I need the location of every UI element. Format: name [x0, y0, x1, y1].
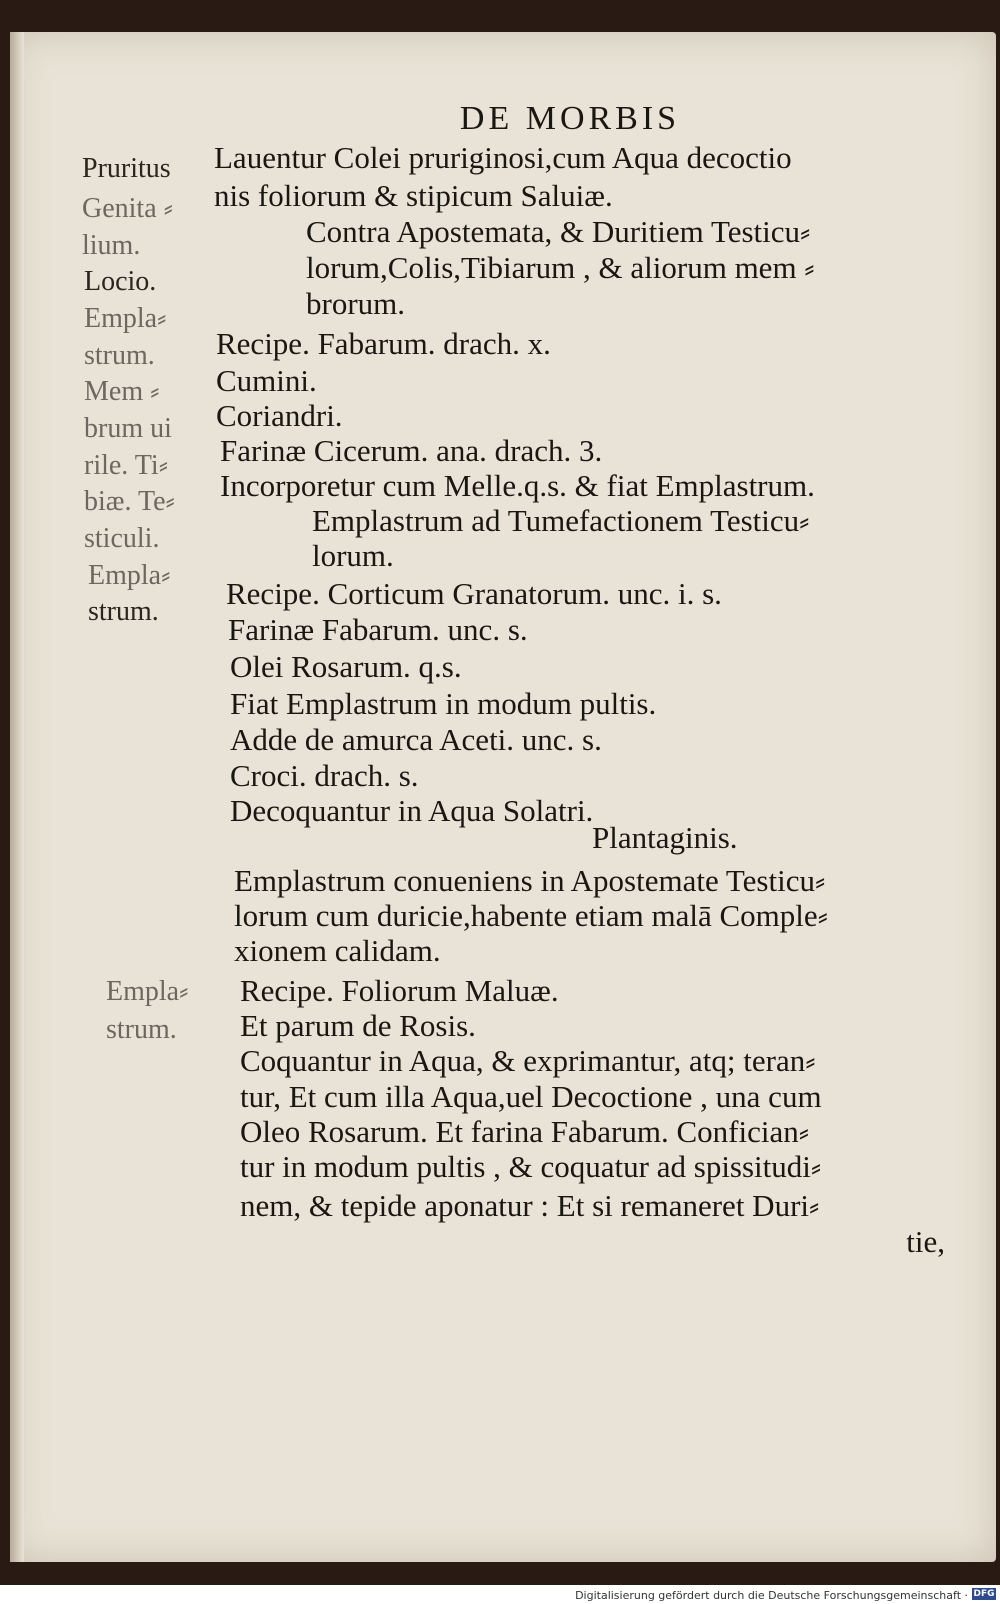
- footer-text: Digitalisierung gefördert durch die Deutsche Forschungsgemeinschaft ·: [575, 1589, 968, 1602]
- text-line: Contra Apostemata, & Duritiem Testicu⸗: [306, 214, 811, 249]
- text-line: Oleo Rosarum. Et farina Fabarum. Confician⸗: [240, 1114, 810, 1149]
- margin-note: strum.: [106, 1014, 177, 1045]
- text-line: Recipe. Fabarum. drach. x.: [216, 326, 551, 361]
- digitization-footer: [0, 1585, 1000, 1604]
- text-line: Adde de amurca Aceti. unc. s.: [230, 722, 602, 757]
- text-line: Fiat Emplastrum in modum pultis.: [230, 686, 657, 721]
- text-line: Coquantur in Aqua, & exprimantur, atq; teran⸗: [240, 1043, 816, 1078]
- margin-note: Mem ⸗: [84, 376, 160, 407]
- margin-note: lium.: [82, 230, 141, 261]
- text-line: Emplastrum ad Tumefactionem Testicu⸗: [312, 503, 810, 538]
- text-line: nem, & tepide aponatur : Et si remaneret Duri⸗: [240, 1188, 820, 1223]
- margin-note: strum.: [84, 340, 155, 371]
- text-line: lorum.: [312, 538, 394, 573]
- margin-note: rile. Ti⸗: [84, 450, 169, 481]
- text-line: xionem calidam.: [234, 933, 441, 968]
- text-line: Coriandri.: [216, 398, 343, 433]
- text-line: Lauentur Colei pruriginosi,cum Aqua decoctio: [214, 140, 792, 175]
- text-line: Emplastrum conueniens in Apostemate Testicu⸗: [234, 863, 826, 898]
- dfg-logo-icon: DFG: [973, 1589, 995, 1599]
- margin-note: sticuli.: [84, 523, 160, 554]
- text-line: Croci. drach. s.: [230, 758, 419, 793]
- text-line: Et parum de Rosis.: [240, 1008, 476, 1043]
- margin-note: Locio.: [84, 266, 157, 297]
- catchword: tie,: [906, 1224, 945, 1259]
- text-line: Farinæ Cicerum. ana. drach. 3.: [220, 433, 603, 468]
- text-line: Plantaginis.: [592, 820, 738, 855]
- margin-note: Empla⸗: [88, 560, 171, 591]
- text-line: Incorporetur cum Melle.q.s. & fiat Emplastrum.: [220, 468, 815, 503]
- margin-note: Pruritus: [82, 153, 171, 184]
- text-line: tur, Et cum illa Aqua,uel Decoctione , una cum: [240, 1079, 822, 1114]
- text-line: Farinæ Fabarum. unc. s.: [228, 612, 528, 647]
- margin-note: biæ. Te⸗: [84, 486, 175, 517]
- running-head: DE MORBIS: [459, 100, 681, 137]
- margin-note: Empla⸗: [106, 976, 189, 1007]
- text-line: Recipe. Foliorum Maluæ.: [240, 973, 559, 1008]
- text-line: Recipe. Corticum Granatorum. unc. i. s.: [226, 576, 722, 611]
- text-line: lorum cum duricie,habente etiam malā Comple⸗: [234, 898, 828, 933]
- text-line: tur in modum pultis , & coquatur ad spissitudi⸗: [240, 1149, 822, 1184]
- page-gutter-shadow: [10, 32, 24, 1562]
- margin-note: brum ui: [84, 413, 172, 444]
- text-line: brorum.: [306, 286, 406, 321]
- margin-note: Genita ⸗: [82, 193, 173, 224]
- margin-note: strum.: [88, 596, 159, 627]
- text-line: Olei Rosarum. q.s.: [230, 649, 462, 684]
- text-line: nis foliorum & stipicum Saluiæ.: [214, 178, 613, 213]
- text-line: lorum,Colis,Tibiarum , & aliorum mem ⸗: [306, 250, 815, 285]
- text-line: Decoquantur in Aqua Solatri.: [230, 793, 594, 828]
- text-line: Cumini.: [216, 363, 317, 398]
- margin-note: Empla⸗: [84, 303, 167, 334]
